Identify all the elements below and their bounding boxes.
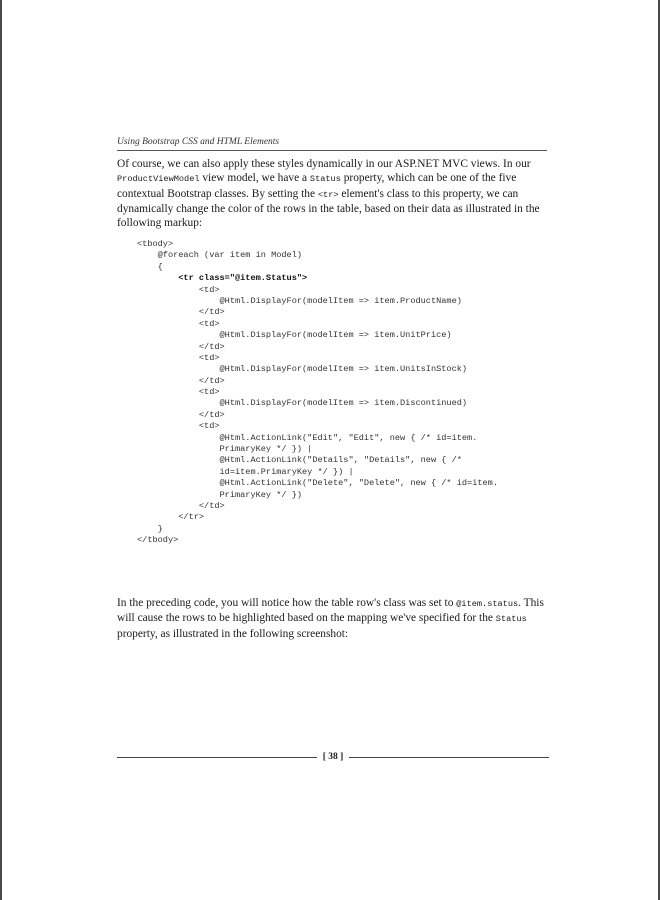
code-line: <td> xyxy=(137,318,220,329)
inline-code: Status xyxy=(309,174,341,185)
code-line: @Html.DisplayFor(modelItem => item.Discontinued) xyxy=(137,398,468,409)
code-line: @Html.ActionLink("Delete", "Delete", new { /* id=item. xyxy=(137,478,498,489)
explanation-paragraph: In the preceding code, you will notice how the table row's class was set to @item.status. This will cause the rows to be highlighted based on the mapping we've specified for the Status property, as illustrated in the following screenshot: xyxy=(117,597,544,640)
code-line: @Html.DisplayFor(modelItem => item.UnitsInStock) xyxy=(137,364,468,375)
document-page xyxy=(2,0,658,900)
inline-code: @item.status xyxy=(456,599,519,609)
running-header: Using Bootstrap CSS and HTML Elements xyxy=(117,137,547,151)
code-line: </tbody> xyxy=(137,535,179,546)
code-line: </td> xyxy=(137,500,225,511)
code-line: @foreach (var item in Model) xyxy=(137,250,303,261)
intro-paragraph: Of course, we can also apply these styles dynamically in our ASP.NET MVC views. In our ProductViewModel view model, we have a Status property, which can be one of the five contextual Bootstrap classes. By setting the <tr> element's class to this property, we can dynamically change the color of the rows in the table, based on their data as illustrated in the following markup: xyxy=(117,158,540,230)
code-line: PrimaryKey */ }) | xyxy=(137,444,313,455)
code-line: <tbody> xyxy=(137,239,174,249)
code-line: @Html.DisplayFor(modelItem => item.ProductName) xyxy=(137,295,462,306)
footer-rule-right xyxy=(349,757,549,758)
code-line: </td> xyxy=(137,409,225,420)
code-line: <td> xyxy=(137,284,220,295)
inline-code: ProductViewModel xyxy=(117,174,200,185)
code-line: </td> xyxy=(137,375,225,386)
code-line: @Html.DisplayFor(modelItem => item.UnitPrice) xyxy=(137,330,452,341)
code-line: <td> xyxy=(137,421,220,432)
page-number: [ 38 ] xyxy=(322,752,344,762)
code-line: PrimaryKey */ }) xyxy=(137,489,303,500)
footer-rule-left xyxy=(117,757,317,758)
code-line: { xyxy=(137,261,163,272)
inline-code: <tr> xyxy=(317,189,339,200)
code-line: </tr> xyxy=(137,512,205,523)
code-line: <td> xyxy=(137,352,220,363)
code-line: </td> xyxy=(137,341,225,352)
page-footer xyxy=(117,750,549,764)
code-line: @Html.ActionLink("Edit", "Edit", new { /* id=item. xyxy=(137,432,478,443)
code-line: } xyxy=(137,523,163,534)
inline-code: Status xyxy=(495,614,527,625)
code-line: <td> xyxy=(137,387,220,398)
code-line: id=item.PrimaryKey */ }) | xyxy=(137,466,354,477)
code-line: <tr class="@item.Status"> xyxy=(137,273,308,284)
code-line: @Html.ActionLink("Details", "Details", new { /* xyxy=(137,455,462,466)
code-listing xyxy=(137,239,557,547)
code-line: </td> xyxy=(137,307,225,318)
